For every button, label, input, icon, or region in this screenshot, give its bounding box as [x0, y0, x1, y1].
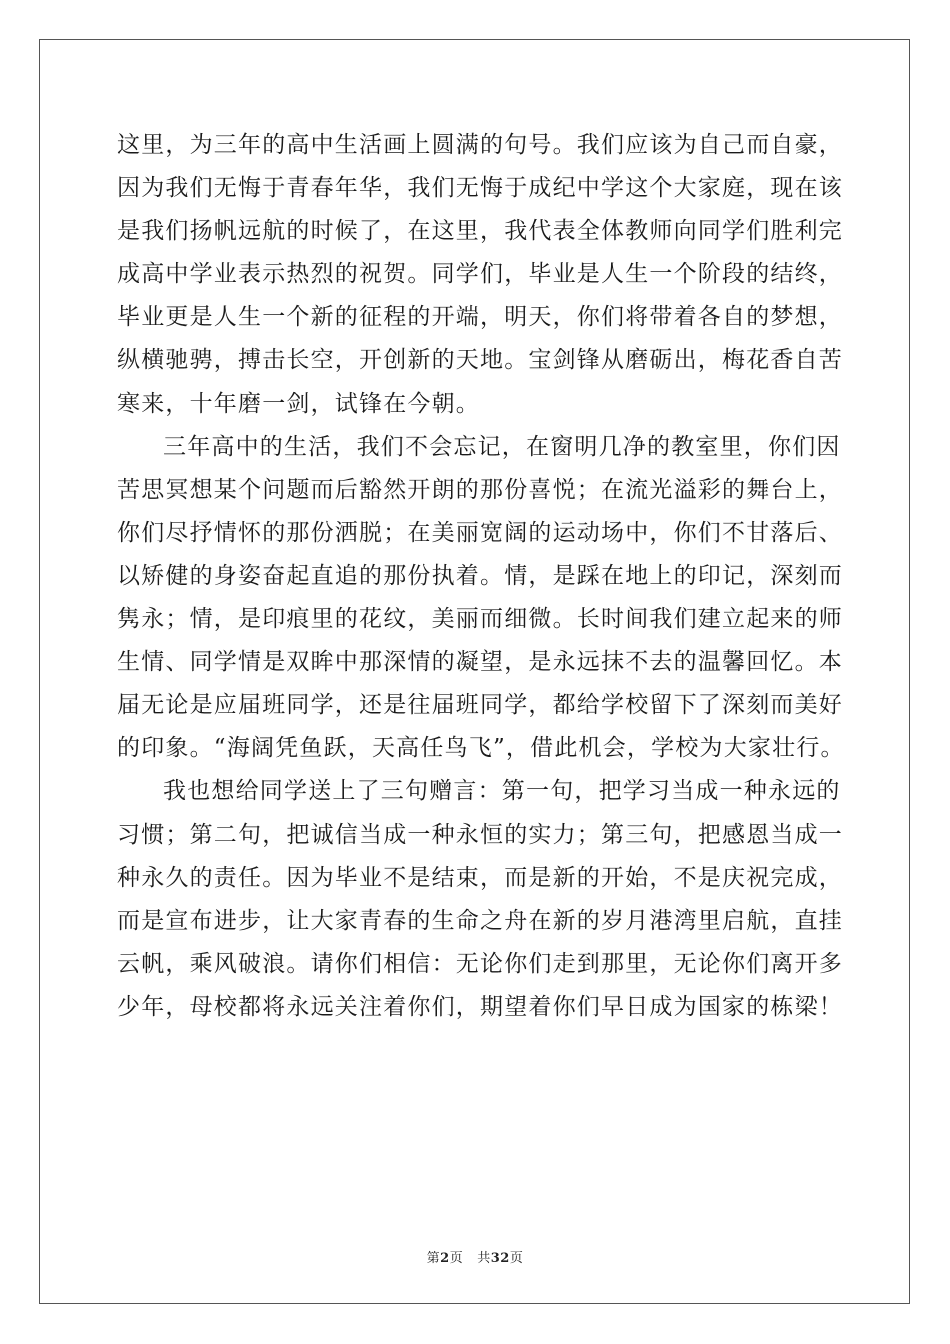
- text-line: 届无论是应届班同学，还是往届班同学，都给学校留下了深刻而美好: [117, 692, 843, 719]
- text-line: 而是宣布进步，让大家青春的生命之舟在新的岁月港湾里启航，直挂: [117, 907, 843, 934]
- page-number: 2: [440, 1251, 450, 1266]
- total-suffix: 页: [509, 1251, 524, 1266]
- text-line: 隽永；情，是印痕里的花纹，美丽而细微。长时间我们建立起来的师: [117, 606, 843, 633]
- text-line: 毕业更是人生一个新的征程的开端，明天，你们将带着各自的梦想，: [117, 304, 843, 331]
- paragraph-1: [117, 124, 851, 426]
- text-line: 种永久的责任。因为毕业不是结束，而是新的开始，不是庆祝完成，: [117, 864, 843, 891]
- document-body: [117, 124, 851, 1029]
- total-prefix: 共: [477, 1251, 491, 1266]
- paragraph-3: [117, 770, 851, 1029]
- text-line: 寒来，十年磨一剑，试锋在今朝。: [117, 390, 480, 417]
- text-line: 我也想给同学送上了三句赠言：第一句，把学习当成一种永远的: [163, 778, 841, 805]
- text-line: 以矫健的身姿奋起直追的那份执着。情，是踩在地上的印记，深刻而: [117, 562, 843, 589]
- text-line: 云帆，乘风破浪。请你们相信：无论你们走到那里，无论你们离开多: [117, 950, 843, 977]
- page-suffix: 页: [449, 1251, 464, 1266]
- text-line: 少年，母校都将永远关注着你们，期望着你们早日成为国家的栋梁！: [117, 993, 843, 1020]
- paragraph-2: [117, 426, 851, 771]
- text-line: 是我们扬帆远航的时候了，在这里，我代表全体教师向同学们胜利完: [117, 218, 843, 245]
- text-line: 你们尽抒情怀的那份洒脱；在美丽宽阔的运动场中，你们不甘落后、: [117, 519, 843, 546]
- text-line: 这里，为三年的高中生活画上圆满的句号。我们应该为自己而自豪，: [117, 132, 843, 158]
- text-line: 生情、同学情是双眸中那深情的凝望，是永远抹不去的温馨回忆。本: [117, 649, 843, 676]
- text-line: 习惯；第二句，把诚信当成一种永恒的实力；第三句，把感恩当成一: [117, 821, 843, 848]
- text-line: 因为我们无悔于青春年华，我们无悔于成纪中学这个大家庭，现在该: [117, 175, 843, 202]
- text-line: 成高中学业表示热烈的祝贺。同学们，毕业是人生一个阶段的结终，: [117, 261, 843, 288]
- text-line: 的印象。“海阔凭鱼跃，天高任鸟飞”，借此机会，学校为大家壮行。: [117, 735, 845, 762]
- total-pages: 32: [490, 1251, 510, 1266]
- page-footer: [0, 1247, 950, 1266]
- text-line: 苦思冥想某个问题而后豁然开朗的那份喜悦；在流光溢彩的舞台上，: [117, 476, 843, 503]
- text-line: 纵横驰骋，搏击长空，开创新的天地。宝剑锋从磨砺出，梅花香自苦: [117, 347, 843, 374]
- text-line: 三年高中的生活，我们不会忘记，在窗明几净的教室里，你们因: [163, 433, 841, 460]
- page-prefix: 第: [426, 1251, 441, 1266]
